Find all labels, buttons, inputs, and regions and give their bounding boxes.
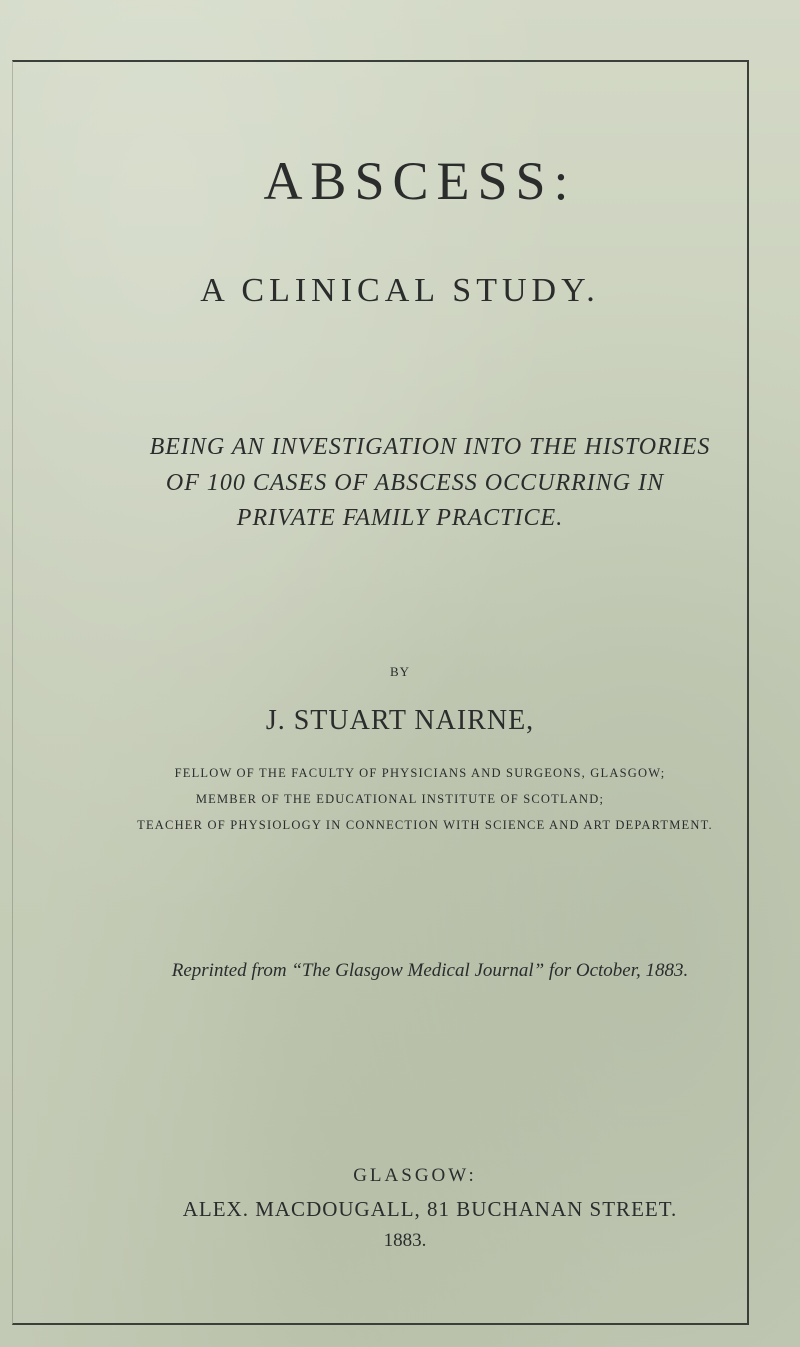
description-line-3: PRIVATE FAMILY PRACTICE. [236, 505, 564, 531]
author-name: J. STUART NAIRNE, [265, 705, 535, 736]
page-border-frame [12, 60, 749, 1325]
description-line-1: BEING AN INVESTIGATION INTO THE HISTORIES [149, 434, 711, 460]
imprint-publisher: ALEX. MACDOUGALL, 81 BUCHANAN STREET. [182, 1197, 678, 1221]
by-label: BY [389, 664, 411, 679]
imprint-city: GLASGOW: [353, 1165, 477, 1186]
author-credential-2: MEMBER OF THE EDUCATIONAL INSTITUTE OF SCOTLAND; [195, 792, 605, 806]
imprint-year: 1883. [383, 1230, 427, 1251]
reprint-note: Reprinted from “The Glasgow Medical Journal” for October, 1883. [171, 960, 689, 981]
book-subtitle: A CLINICAL STUDY. [200, 272, 600, 309]
book-title: ABSCESS: [263, 151, 577, 211]
author-credential-3: TEACHER OF PHYSIOLOGY IN CONNECTION WITH SCIENCE AND ART DEPARTMENT. [137, 818, 713, 832]
description-line-2: OF 100 CASES OF ABSCESS OCCURRING IN [165, 470, 665, 496]
author-credential-1: FELLOW OF THE FACULTY OF PHYSICIANS AND SURGEONS, GLASGOW; [174, 766, 666, 780]
